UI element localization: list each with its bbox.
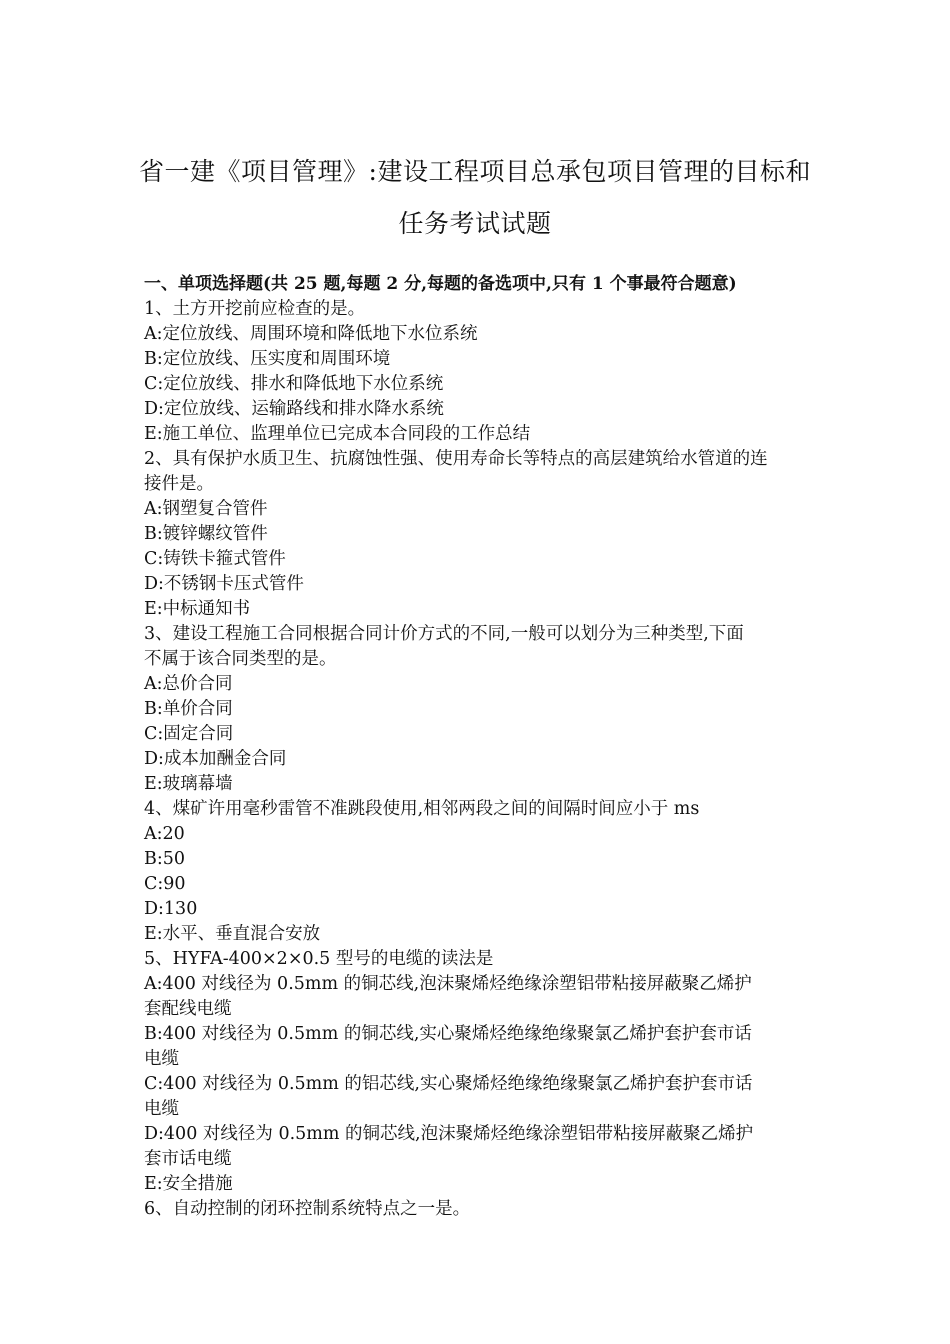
option-a: A:20 [144,824,185,844]
question-3 [144,622,814,797]
question-6 [144,1197,814,1222]
title-line-2: 任务考试试题 [398,209,552,238]
option-c: C:400 对线径为 0.5mm 的铝芯线,实心聚烯烃绝缘绝缘聚氯乙烯护套护套市话 [144,1074,753,1094]
option-b-continued: 电缆 [144,1049,179,1069]
option-d: D:成本加酬金合同 [144,749,287,769]
option-c-continued: 电缆 [144,1099,179,1119]
question-4 [144,797,814,947]
question-1 [144,297,814,447]
option-a: A:钢塑复合管件 [144,499,268,519]
question-5 [144,947,814,1197]
option-e: E:水平、垂直混合安放 [144,924,321,944]
question-stem: 6、自动控制的闭环控制系统特点之一是。 [144,1199,471,1219]
option-b: B:50 [144,849,186,869]
question-stem: 3、建设工程施工合同根据合同计价方式的不同,一般可以划分为三种类型,下面 [144,624,744,644]
option-a: A:定位放线、周围环境和降低地下水位系统 [144,324,478,344]
option-b: B:单价合同 [144,699,233,719]
option-d: D:130 [144,899,198,919]
question-2 [144,447,814,622]
document-body [144,272,814,1222]
question-stem: 2、具有保护水质卫生、抗腐蚀性强、使用寿命长等特点的高层建筑给水管道的连 [144,449,768,469]
option-d-continued: 套市话电缆 [144,1149,232,1169]
document-title [120,146,830,250]
option-e: E:中标通知书 [144,599,251,619]
option-c: C:90 [144,874,186,894]
section-heading: 一、单项选择题(共 25 题,每题 2 分,每题的备选项中,只有 1 个事最符合题意) [144,274,737,294]
title-line-1: 省一建《项目管理》:建设工程项目总承包项目管理的目标和 [139,157,811,186]
option-b: B:400 对线径为 0.5mm 的铜芯线,实心聚烯烃绝缘绝缘聚氯乙烯护套护套市话 [144,1024,752,1044]
option-c: C:固定合同 [144,724,234,744]
option-b: B:定位放线、压实度和周围环境 [144,349,391,369]
question-stem-continued: 不属于该合同类型的是。 [144,649,337,669]
option-d: D:不锈钢卡压式管件 [144,574,304,594]
option-e: E:玻璃幕墙 [144,774,233,794]
question-stem: 5、HYFA-400×2×0.5 型号的电缆的读法是 [144,949,494,969]
option-d: D:定位放线、运输路线和排水降水系统 [144,399,444,419]
option-c: C:铸铁卡箍式管件 [144,549,286,569]
question-stem: 1、土方开挖前应检查的是。 [144,299,366,319]
option-a-continued: 套配线电缆 [144,999,232,1019]
option-d: D:400 对线径为 0.5mm 的铜芯线,泡沫聚烯烃绝缘涂塑铝带粘接屏蔽聚乙烯护 [144,1124,754,1144]
option-b: B:镀锌螺纹管件 [144,524,268,544]
question-stem: 4、煤矿许用毫秒雷管不准跳段使用,相邻两段之间的间隔时间应小于 ms [144,799,700,819]
option-a: A:总价合同 [144,674,233,694]
option-e: E:施工单位、监理单位已完成本合同段的工作总结 [144,424,531,444]
question-stem-continued: 接件是。 [144,474,214,494]
option-a: A:400 对线径为 0.5mm 的铜芯线,泡沫聚烯烃绝缘涂塑铝带粘接屏蔽聚乙烯护 [144,974,752,994]
option-c: C:定位放线、排水和降低地下水位系统 [144,374,444,394]
option-e: E:安全措施 [144,1174,233,1194]
